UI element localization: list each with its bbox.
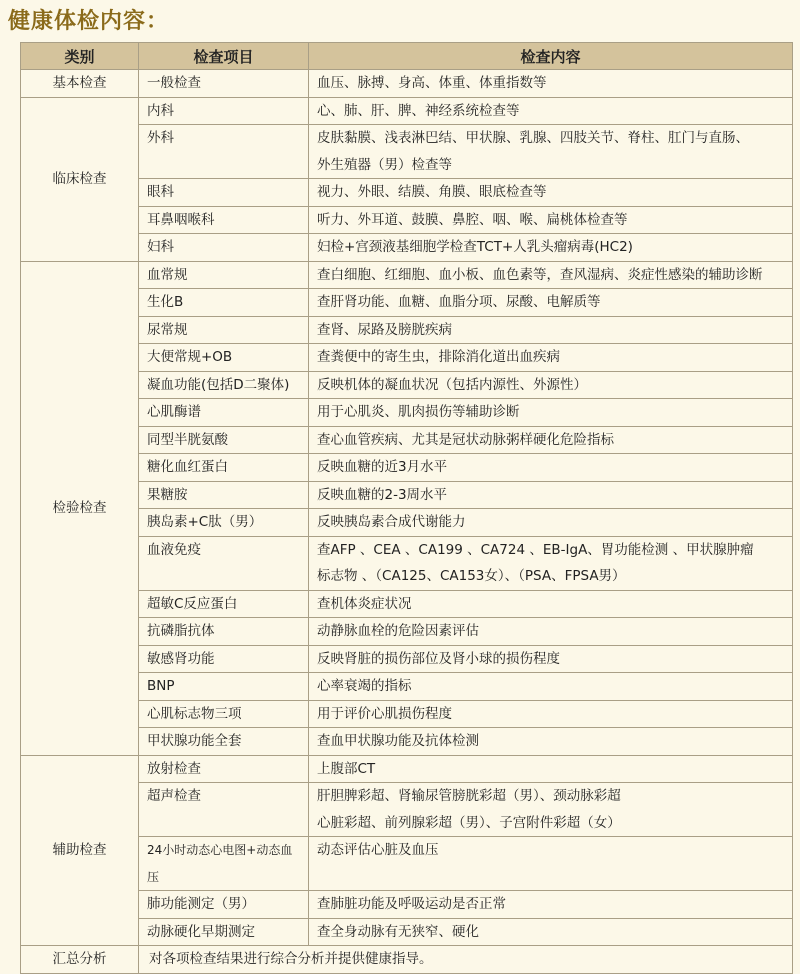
content-line: 反映肾脏的损伤部位及肾小球的损伤程度	[317, 650, 560, 667]
content-cell	[309, 700, 793, 728]
content-line: 心率衰竭的指标	[317, 678, 412, 694]
item-cell: 外科	[139, 125, 309, 179]
content-cell	[309, 206, 793, 234]
item-cell: 血液免疫	[139, 536, 309, 590]
item-cell: 凝血功能(包括D二聚体)	[139, 371, 309, 399]
content-line: 用于心肌炎、肌肉损伤等辅助诊断	[317, 404, 520, 420]
item-cell: 心肌标志物三项	[139, 700, 309, 728]
table-row	[21, 97, 793, 125]
category-cell: 基本检查	[21, 70, 139, 98]
content-cell	[309, 536, 793, 590]
page-title: 健康体检内容：	[8, 9, 170, 34]
content-cell	[309, 97, 793, 125]
content-cell	[309, 481, 793, 509]
item-cell: 肺功能测定（男）	[139, 891, 309, 919]
table-body	[21, 70, 793, 974]
content-cell	[309, 590, 793, 618]
content-line: 皮肤黏膜、浅表淋巴结、甲状腺、乳腺、四肢关节、脊柱、肛门与直肠、	[317, 130, 749, 146]
item-cell: 一般检查	[139, 70, 309, 98]
content-line: 听力、外耳道、鼓膜、鼻腔、咽、喉、扁桃体检查等	[317, 211, 628, 228]
item-cell: 糖化血红蛋白	[139, 454, 309, 482]
summary-row	[21, 946, 793, 974]
content-cell	[309, 673, 793, 701]
summary-content: 对各项检查结果进行综合分析并提供健康指导。	[139, 946, 793, 974]
content-line: 用于评价心肌损伤程度	[317, 705, 452, 722]
item-cell: 果糖胺	[139, 481, 309, 509]
content-cell	[309, 316, 793, 344]
item-cell: 尿常规	[139, 316, 309, 344]
content-cell	[309, 618, 793, 646]
item-cell: 动脉硬化早期测定	[139, 918, 309, 946]
content-line: 查粪便中的寄生虫，排除消化道出血疾病	[317, 349, 560, 365]
content-line: 视力、外眼、结膜、角膜、眼底检查等	[317, 184, 547, 200]
content-line: 查全身动脉有无狭窄、硬化	[317, 923, 479, 940]
content-cell	[309, 70, 793, 98]
content-cell	[309, 261, 793, 289]
content-line: 查肺脏功能及呼吸运动是否正常	[317, 896, 506, 912]
content-cell	[309, 783, 793, 837]
category-cell: 检验检查	[21, 261, 139, 755]
table-row	[21, 755, 793, 783]
summary-category: 汇总分析	[21, 946, 139, 974]
content-cell	[309, 509, 793, 537]
content-line: 血压、脉搏、身高、体重、体重指数等	[317, 75, 547, 91]
header-category: 类别	[21, 43, 139, 70]
item-cell: 同型半胱氨酸	[139, 426, 309, 454]
content-line: 心脏彩超、前列腺彩超（男）、子宫附件彩超（女）	[317, 814, 621, 831]
header-item: 检查项目	[139, 43, 309, 70]
content-line: 反映机体的凝血状况（包括内源性、外源性）	[317, 376, 587, 393]
content-cell	[309, 918, 793, 946]
content-line: 查心血管疾病、尤其是冠状动脉粥样硬化危险指标	[317, 431, 614, 448]
item-cell: 敏感肾功能	[139, 645, 309, 673]
content-line: 外生殖器（男）检查等	[317, 156, 452, 173]
content-line: 查肾、尿路及膀胱疾病	[317, 321, 452, 338]
content-line: 查肝肾功能、血糖、血脂分项、尿酸、电解质等	[317, 294, 601, 310]
item-cell: 放射检查	[139, 755, 309, 783]
item-cell: 眼科	[139, 179, 309, 207]
content-cell	[309, 755, 793, 783]
table-row	[21, 261, 793, 289]
item-cell: 内科	[139, 97, 309, 125]
category-cell: 辅助检查	[21, 755, 139, 946]
item-cell: 24小时动态心电图+动态血压	[139, 837, 309, 891]
content-line: 上腹部CT	[317, 760, 376, 777]
item-cell: 生化B	[139, 289, 309, 317]
content-cell	[309, 289, 793, 317]
content-line: 标志物 、（CA125、CA153女）、（PSA、FPSA男）	[317, 568, 626, 584]
content-cell	[309, 891, 793, 919]
content-line: 动静脉血栓的危险因素评估	[317, 623, 479, 639]
content-line: 妇检+宫颈液基细胞学检查TCT+人乳头瘤病毒(HC2)	[317, 239, 633, 255]
item-cell: 耳鼻咽喉科	[139, 206, 309, 234]
table-row	[21, 70, 793, 98]
category-cell: 临床检查	[21, 97, 139, 261]
content-cell	[309, 234, 793, 262]
content-line: 查AFP 、CEA 、CA199 、CA724 、EB-IgA、胃功能检测 、甲状腺肿瘤	[317, 541, 754, 558]
table-header-row	[21, 43, 793, 70]
content-line: 查白细胞、红细胞、血小板、血色素等，查风湿病、炎症性感染的辅助诊断	[317, 266, 763, 283]
item-cell: 妇科	[139, 234, 309, 262]
content-cell	[309, 344, 793, 372]
content-line: 反映血糖的2-3周水平	[317, 486, 448, 503]
content-cell	[309, 454, 793, 482]
content-line: 肝胆脾彩超、肾输尿管膀胱彩超（男）、颈动脉彩超	[317, 788, 621, 804]
item-cell: 超声检查	[139, 783, 309, 837]
content-cell	[309, 179, 793, 207]
item-cell: 甲状腺功能全套	[139, 728, 309, 756]
content-cell	[309, 728, 793, 756]
content-line: 反映胰岛素合成代谢能力	[317, 514, 466, 530]
content-cell	[309, 399, 793, 427]
content-cell	[309, 125, 793, 179]
checkup-table	[20, 42, 793, 974]
item-cell: 大便常规+OB	[139, 344, 309, 372]
content-line: 动态评估心脏及血压	[317, 842, 439, 858]
content-cell	[309, 645, 793, 673]
content-cell	[309, 371, 793, 399]
content-line: 查机体炎症状况	[317, 595, 412, 612]
content-line: 心、肺、肝、脾、神经系统检查等	[317, 102, 520, 119]
item-cell: BNP	[139, 673, 309, 701]
content-line: 查血甲状腺功能及抗体检测	[317, 733, 479, 749]
content-cell	[309, 837, 793, 891]
content-line: 反映血糖的近3月水平	[317, 459, 448, 475]
item-cell: 胰岛素+C肽（男）	[139, 509, 309, 537]
item-cell: 心肌酶谱	[139, 399, 309, 427]
item-cell: 抗磷脂抗体	[139, 618, 309, 646]
item-cell: 血常规	[139, 261, 309, 289]
header-content: 检查内容	[309, 43, 793, 70]
content-cell	[309, 426, 793, 454]
item-cell: 超敏C反应蛋白	[139, 590, 309, 618]
